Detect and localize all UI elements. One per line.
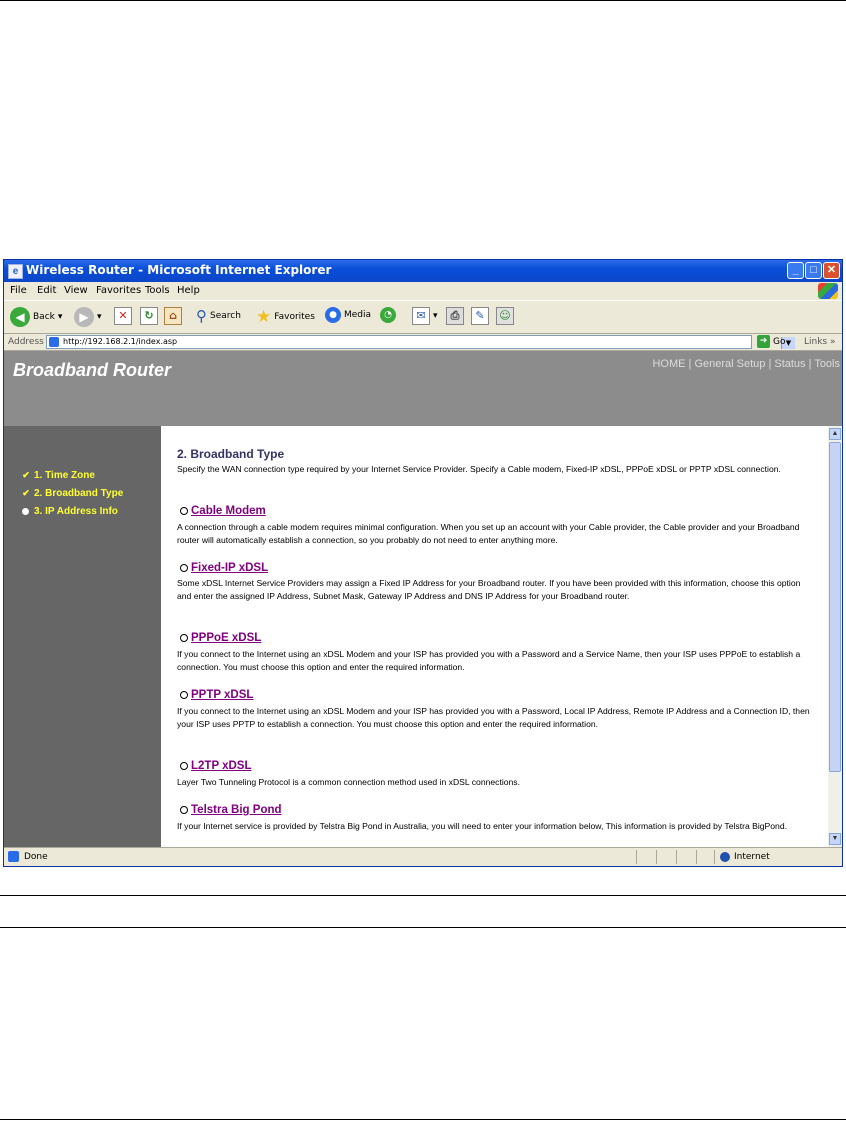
bottom-rule: [0, 1119, 846, 1120]
divider-rule: [0, 927, 846, 928]
option-link[interactable]: Fixed-IP xDSL: [191, 562, 269, 574]
go-label: Go: [773, 336, 786, 347]
history-button[interactable]: [380, 307, 396, 323]
page-viewport: [4, 351, 842, 847]
top-rule: [0, 0, 846, 1]
section-intro: Specify the WAN connection type required by your Internet Service Provider. Specify a Cable modem, Fixed-IP xDSL, PPPoE xDSL or PPTP xDSL connection.: [177, 464, 781, 474]
radio-button[interactable]: [180, 634, 188, 642]
title-bar[interactable]: [4, 260, 842, 282]
radio-button[interactable]: [180, 564, 188, 572]
mail-button[interactable]: [412, 307, 438, 325]
address-dropdown-icon[interactable]: ▼: [781, 337, 795, 349]
option-link[interactable]: PPTP xDSL: [191, 689, 254, 701]
wizard-sidebar: [4, 426, 161, 847]
edit-button[interactable]: [471, 307, 489, 325]
scroll-down-icon[interactable]: ▼: [829, 833, 841, 845]
radio-button[interactable]: [180, 507, 188, 515]
menu-tools[interactable]: Tools: [145, 285, 170, 296]
radio-button[interactable]: [180, 806, 188, 814]
stop-button[interactable]: [114, 307, 132, 325]
status-separator: [696, 850, 697, 864]
standard-toolbar: [4, 300, 842, 334]
minimize-button[interactable]: _: [787, 262, 804, 279]
back-label: Back: [33, 312, 55, 322]
option-description: A connection through a cable modem requires minimal configuration. When you set up an account with your Cable provider, the Cable provider and your Broadband router will automatically establish a connection, so you probably do not need to enter anything more.: [177, 522, 800, 545]
stop-icon: ✕: [114, 307, 132, 325]
status-separator: [676, 850, 677, 864]
radio-button[interactable]: [180, 762, 188, 770]
option-link[interactable]: PPPoE xDSL: [191, 632, 262, 644]
search-button[interactable]: [196, 307, 241, 325]
vertical-scrollbar[interactable]: [828, 426, 842, 847]
menu-bar: [4, 282, 842, 300]
status-separator: [656, 850, 657, 864]
address-label: Address: [8, 337, 44, 347]
router-title: Broadband Router: [13, 360, 172, 380]
divider-rule: [0, 895, 846, 896]
links-label: Links: [804, 337, 828, 347]
home-icon: ⌂: [164, 307, 182, 325]
favorites-button[interactable]: [256, 307, 315, 327]
print-button[interactable]: [446, 307, 464, 325]
option-link[interactable]: L2TP xDSL: [191, 760, 252, 772]
menu-favorites[interactable]: Favorites: [96, 285, 142, 296]
history-icon: ◔: [380, 307, 396, 323]
sidebar-item-label: 3. IP Address Info: [34, 506, 118, 517]
search-label: Search: [210, 311, 241, 321]
media-button[interactable]: [325, 307, 371, 323]
page-done-icon: [8, 851, 19, 862]
windows-flag-icon: [818, 283, 838, 299]
back-button[interactable]: [10, 307, 62, 327]
messenger-button[interactable]: [496, 307, 514, 325]
option-l2tp-xdsl[interactable]: [180, 760, 252, 772]
media-label: Media: [344, 310, 372, 320]
sidebar-item-ip-address-info[interactable]: [21, 506, 118, 517]
section-heading: 2. Broadband Type: [177, 447, 285, 461]
sidebar-item-broadband-type[interactable]: [21, 488, 123, 499]
option-description: Some xDSL Internet Service Providers may assign a Fixed IP Address for your Broadband router. If you have been provided with this information, choose this option and enter the assigned IP Address, Subnet Mask, Gateway IP Address and DNS IP Address for your Broadband router.: [177, 578, 801, 601]
router-header: [4, 351, 842, 426]
close-button[interactable]: ✕: [823, 262, 840, 279]
status-bar: [4, 847, 842, 866]
back-dropdown-icon: ▾: [57, 312, 63, 322]
messenger-icon: ☺: [496, 307, 514, 325]
option-pppoe-xdsl[interactable]: [180, 632, 261, 644]
menu-help[interactable]: Help: [177, 285, 200, 296]
maximize-button[interactable]: □: [805, 262, 822, 279]
address-bar: [4, 334, 842, 351]
address-url: http://192.168.2.1/index.asp: [63, 337, 178, 346]
refresh-button[interactable]: [140, 307, 158, 325]
bullet-icon: [22, 508, 29, 515]
menu-view[interactable]: View: [64, 285, 88, 296]
go-arrow-icon: ➜: [757, 335, 770, 348]
refresh-icon: ↻: [140, 307, 158, 325]
option-cable-modem[interactable]: [180, 505, 266, 517]
forward-dropdown-icon: ▾: [97, 312, 102, 322]
main-content: [161, 426, 828, 847]
scroll-thumb[interactable]: [829, 442, 841, 772]
option-description: If your Internet service is provided by Telstra Big Pond in Australia, you will need to enter your information below, This information is provided by Telstra BigPond.: [177, 821, 787, 831]
option-description: Layer Two Tunneling Protocol is a common connection method used in xDSL connections.: [177, 777, 520, 787]
search-icon: ⚲: [196, 307, 207, 325]
option-link[interactable]: Cable Modem: [191, 505, 266, 517]
internet-globe-icon: [720, 852, 730, 862]
home-button[interactable]: [164, 307, 182, 325]
back-arrow-icon: ◀: [10, 307, 30, 327]
mail-dropdown-icon: ▾: [433, 311, 438, 321]
forward-arrow-icon: ▶: [74, 307, 94, 327]
option-telstra-big-pond[interactable]: [180, 804, 282, 816]
scroll-up-icon[interactable]: ▲: [829, 428, 841, 440]
sidebar-item-label: 1. Time Zone: [34, 470, 95, 481]
mail-icon: ✉: [412, 307, 430, 325]
router-top-nav[interactable]: HOME | General Setup | Status | Tools: [652, 358, 840, 370]
links-button[interactable]: Links »: [804, 337, 836, 347]
window-title: Wireless Router - Microsoft Internet Explorer: [26, 263, 332, 277]
sidebar-item-time-zone[interactable]: [21, 470, 95, 481]
ie-page-icon: e: [8, 264, 23, 279]
option-description: If you connect to the Internet using an xDSL Modem and your ISP has provided you with a Password and a Service Name, then your ISP uses PPPoE to establish a connection. You must choose this option and enter the required information.: [177, 649, 801, 672]
checkmark-icon: ✔: [22, 470, 30, 480]
page-icon: [49, 337, 59, 347]
favorites-star-icon: ★: [256, 307, 272, 327]
option-link[interactable]: Telstra Big Pond: [191, 804, 282, 816]
status-separator: [636, 850, 637, 864]
menu-edit[interactable]: Edit: [37, 285, 57, 296]
checkmark-icon: ✔: [22, 488, 30, 498]
media-icon: ●: [325, 307, 341, 323]
zone-label: Internet: [734, 852, 770, 862]
status-separator: [714, 850, 715, 864]
option-fixed-ip-xdsl[interactable]: [180, 562, 268, 574]
edit-icon: ✎: [471, 307, 489, 325]
sidebar-item-label: 2. Broadband Type: [34, 488, 124, 499]
option-pptp-xdsl[interactable]: [180, 689, 253, 701]
browser-window: [3, 259, 843, 867]
radio-button[interactable]: [180, 691, 188, 699]
forward-button[interactable]: [74, 307, 102, 327]
favorites-label: Favorites: [274, 312, 315, 322]
go-button[interactable]: [757, 335, 785, 348]
option-description: If you connect to the Internet using an xDSL Modem and your ISP has provided you with a Password, Local IP Address, Remote IP Address and a Connection ID, then your ISP uses PPTP to establish a connection. You must choose this option and enter the required information.: [177, 706, 810, 729]
security-zone: [720, 852, 770, 862]
print-icon: ⎙: [446, 307, 464, 325]
menu-file[interactable]: File: [10, 285, 27, 296]
status-text: Done: [24, 852, 48, 862]
